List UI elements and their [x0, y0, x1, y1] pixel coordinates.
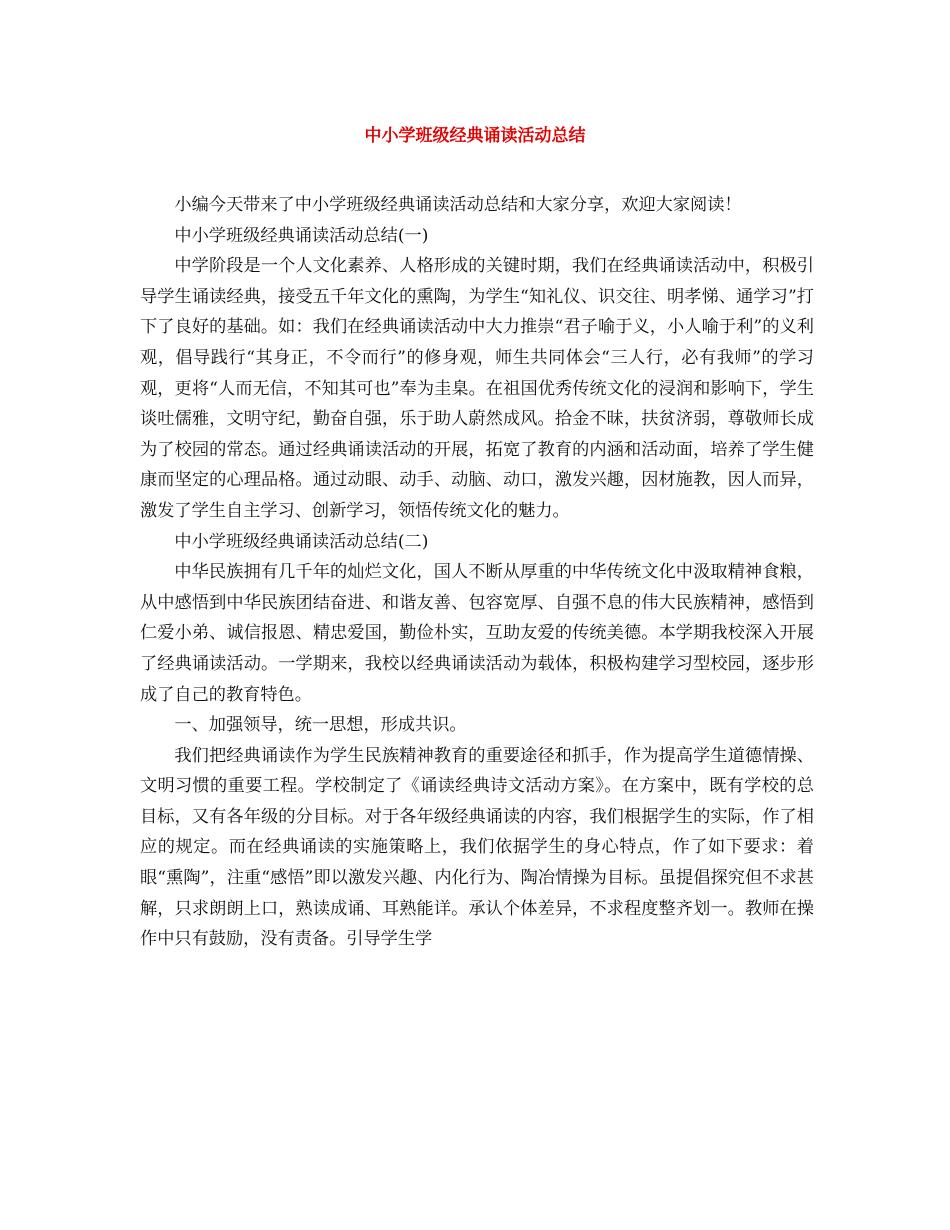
body-paragraph: 中学阶段是一个人文化素养、人格形成的关键时期，我们在经典诵读活动中，积极引导学生诵读经典，接受五千年文化的熏陶，为学生“知礼仪、识交往、明孝悌、通学习”打下了良好的基础。如：我们在经典诵读活动中大力推崇“君子喻于义，小人喻于利”的义利观，倡导践行“其身正，不令而行”的修身观，师生共同体会“三人行，必有我师”的学习观，更将“人而无信，不知其可也”奉为圭臬。在祖国优秀传统文化的浸润和影响下，学生谈吐儒雅，文明守纪，勤奋自强，乐于助人蔚然成风。拾金不昧，扶贫济弱，尊敬师长成为了校园的常态。通过经典诵读活动的开展，拓宽了教育的内涵和活动面，培养了学生健康而坚定的心理品格。通过动眼、动手、动脑、动口，激发兴趣，因材施教，因人而异，激发了学生自主学习、创新学习，领悟传统文化的魅力。 — [140, 256, 814, 521]
body-paragraph: 中华民族拥有几千年的灿烂文化，国人不断从厚重的中华传统文化中汲取精神食粮，从中感悟到中华民族团结奋进、和谐友善、包容宽厚、自强不息的伟大民族精神，感悟到仁爱小弟、诚信报恩、精忠爱国，勤俭朴实，互助友爱的传统美德。本学期我校深入开展了经典诵读活动。一学期来，我校以经典诵读活动为载体，积极构建学习型校园，逐步形成了自己的教育特色。 — [140, 562, 814, 705]
section-heading-one: 中小学班级经典诵读活动总结(一) — [174, 225, 429, 246]
body-paragraph: 我们把经典诵读作为学生民族精神教育的重要途径和抓手，作为提高学生道德情操、文明习惯的重要工程。学校制定了《诵读经典诗文活动方案》。在方案中，既有学校的总目标，又有各年级的分目标。对于各年级经典诵读的内容，我们根据学生的实际，作了相应的规定。而在经典诵读的实施策略上，我们依据学生的身心特点，作了如下要求：着眼“熏陶”，注重“感悟”即以激发兴趣、内化行为、陶冶情操为目标。虽提倡探究但不求甚解，只求朗朗上口，熟读成诵、耳熟能详。承认个体差异，不求程度整齐划一。教师在操作中只有鼓励，没有责备。引导学生学 — [140, 745, 814, 950]
intro-paragraph: 小编今天带来了中小学班级经典诵读活动总结和大家分享，欢迎大家阅读！ — [174, 195, 742, 215]
subsection-heading: 一、加强领导，统一思想，形成共识。 — [174, 715, 467, 736]
document-title: 中小学班级经典诵读活动总结 — [364, 126, 586, 146]
document-body — [140, 190, 814, 955]
section-heading-two: 中小学班级经典诵读活动总结(二) — [174, 531, 429, 552]
